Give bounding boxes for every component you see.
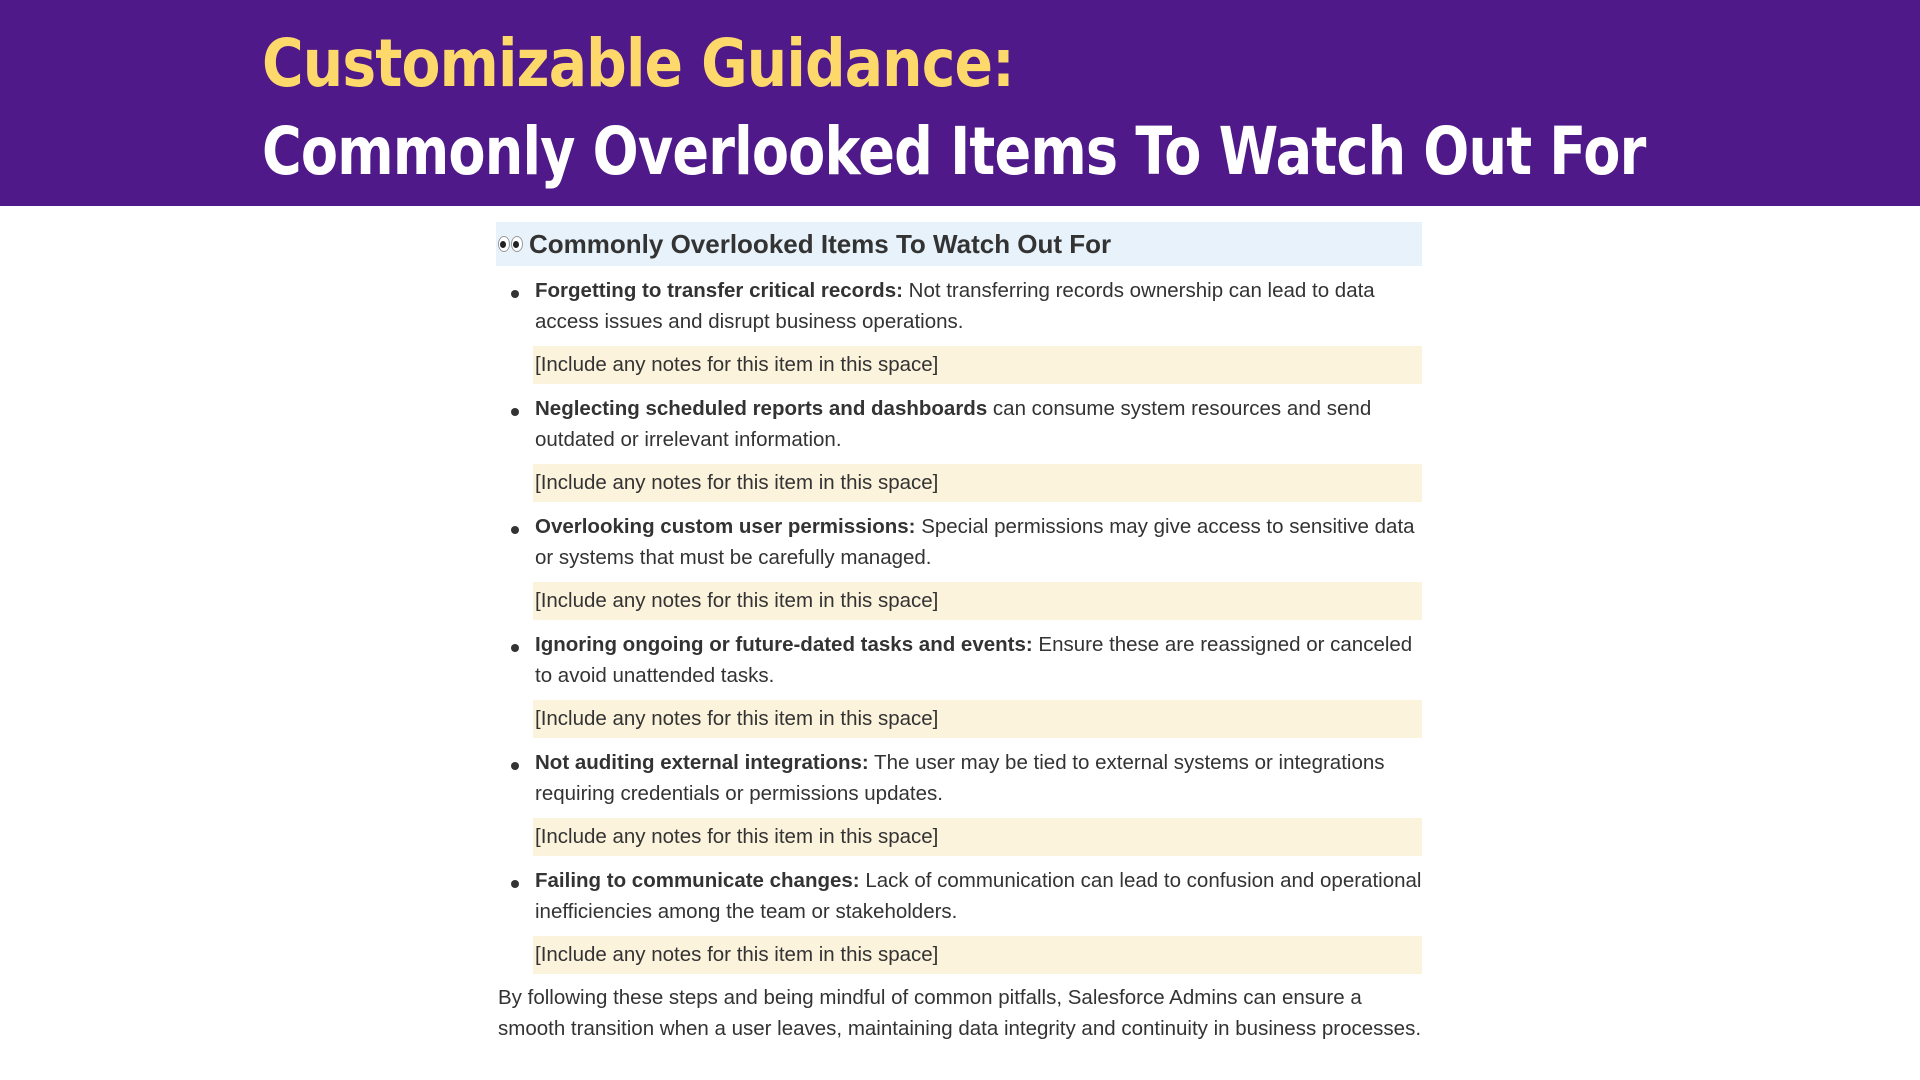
list-item-text: [496, 620, 1422, 700]
list-item-text: [496, 856, 1422, 936]
banner-title-line2: Commonly Overlooked Items To Watch Out For: [262, 113, 1646, 190]
title-banner: [0, 0, 1920, 206]
list-item: [496, 384, 1422, 502]
list-item-body: The user may be tied to external systems or integrations requiring credentials or permissions updates.: [535, 751, 1385, 805]
overlooked-items-list: [496, 266, 1422, 974]
bullet-icon: [511, 644, 519, 652]
list-item: [496, 266, 1422, 384]
list-item: [496, 620, 1422, 738]
note-placeholder[interactable]: [Include any notes for this item in this space]: [533, 464, 1422, 502]
note-placeholder[interactable]: [Include any notes for this item in this space]: [533, 936, 1422, 974]
document-body: [496, 222, 1422, 1065]
note-placeholder[interactable]: [Include any notes for this item in this space]: [533, 818, 1422, 856]
bullet-icon: [511, 408, 519, 416]
list-item-text: [496, 384, 1422, 464]
list-item-bold: Neglecting scheduled reports and dashboards: [535, 397, 988, 420]
list-item-body: Ensure these are reassigned or canceled to avoid unattended tasks.: [535, 633, 1413, 687]
list-item-bold: Failing to communicate changes:: [535, 869, 860, 892]
list-item: [496, 738, 1422, 856]
list-item-body: Not transferring records ownership can lead to data access issues and disrupt business operations.: [535, 279, 1375, 333]
list-item-bold: Ignoring ongoing or future-dated tasks and events:: [535, 633, 1033, 656]
closing-paragraph: By following these steps and being mindful of common pitfalls, Salesforce Admins can ensure a smooth transition when a user leaves, maintaining data integrity and continuity in business processes.: [498, 986, 1422, 1040]
note-placeholder[interactable]: [Include any notes for this item in this space]: [533, 346, 1422, 384]
section-heading-text: Commonly Overlooked Items To Watch Out For: [529, 228, 1112, 259]
list-item: [496, 856, 1422, 974]
list-item: [496, 502, 1422, 620]
list-item-text: [496, 502, 1422, 582]
bullet-icon: [511, 526, 519, 534]
note-placeholder[interactable]: [Include any notes for this item in this space]: [533, 582, 1422, 620]
list-item-body: can consume system resources and send outdated or irrelevant information.: [535, 397, 1372, 451]
list-item-bold: Not auditing external integrations:: [535, 751, 869, 774]
banner-title-line1: Customizable Guidance:: [262, 25, 1014, 102]
note-placeholder[interactable]: [Include any notes for this item in this space]: [533, 700, 1422, 738]
section-heading: [496, 222, 1422, 266]
list-item-text: [496, 738, 1422, 818]
list-item-body: Special permissions may give access to sensitive data or systems that must be carefully managed.: [535, 515, 1415, 569]
bullet-icon: [511, 880, 519, 888]
bullet-icon: [511, 290, 519, 298]
eyes-icon: [498, 236, 523, 252]
list-item-text: [496, 266, 1422, 346]
bullet-icon: [511, 762, 519, 770]
list-item-bold: Forgetting to transfer critical records:: [535, 279, 903, 302]
list-item-body: Lack of communication can lead to confusion and operational inefficiencies among the team or stakeholders.: [535, 869, 1422, 923]
list-item-bold: Overlooking custom user permissions:: [535, 515, 916, 538]
